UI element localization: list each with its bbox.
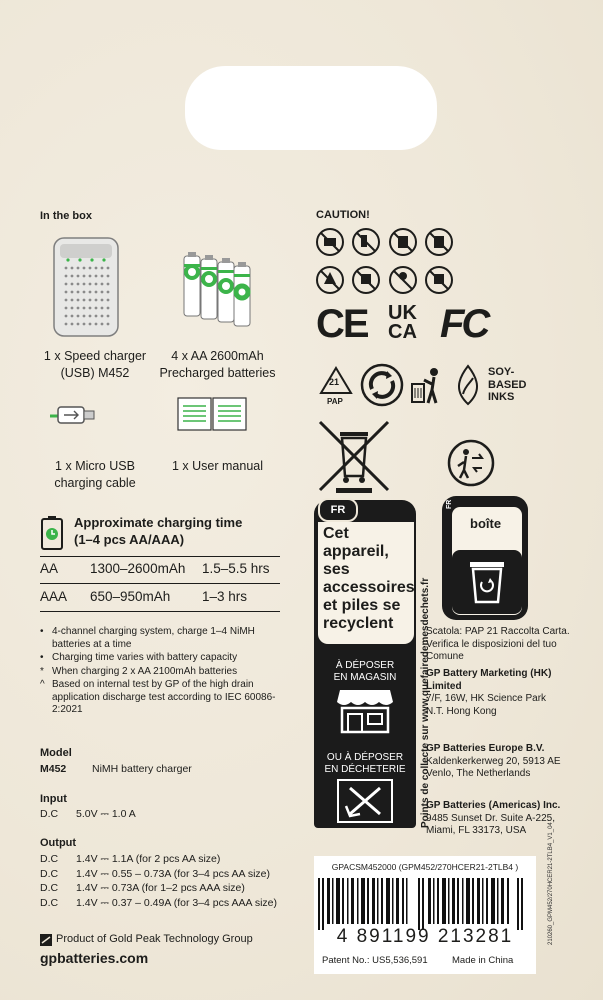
usb-cable-icon <box>48 400 100 430</box>
product-of-text: Product of Gold Peak Technology Group <box>56 933 253 945</box>
gp-mark-icon <box>40 934 52 946</box>
output-value: 1.4V ⎓ 0.55 – 0.73A (for 3–4 pcs AA size) <box>76 867 270 880</box>
soy-line2: BASED <box>488 378 527 391</box>
list-item <box>40 679 290 717</box>
table-rule <box>40 556 280 557</box>
recycle-title-line: appareil, <box>323 543 389 560</box>
model-desc: NiMH battery charger <box>92 763 192 775</box>
item-charger-line1: 1 x Speed charger <box>43 349 147 363</box>
soy-line1: SOY- <box>488 366 515 378</box>
row-capacity: 1300–2600mAh <box>90 561 186 576</box>
charging-title-line1: Approximate charging time <box>74 515 243 530</box>
soy-leaf-icon <box>453 364 483 406</box>
battery-timer-icon <box>38 515 66 551</box>
recycle-title-line: et piles se <box>323 597 401 614</box>
recycle-title-line: ses <box>323 561 350 578</box>
item-manual-caption <box>150 458 285 475</box>
address-line: 7/F, 16W, HK Science Park <box>426 693 547 704</box>
batteries-icon <box>182 250 254 332</box>
item-batteries-line2: Precharged batteries <box>159 366 276 380</box>
address-line: Kaldenkerkerweg 20, 5913 AE <box>426 755 561 767</box>
shop-icon <box>336 688 394 734</box>
crossed-bin-icon <box>316 418 392 494</box>
address-hk <box>426 668 576 718</box>
fr-mini: FR <box>446 499 453 509</box>
model-row <box>40 763 192 776</box>
address-eu <box>426 743 576 781</box>
row-type: AA <box>40 561 59 576</box>
website-text[interactable]: gpbatteries.com <box>40 950 149 966</box>
side-code: 210260_GPM452/270HCER21-2TLB4_V1_04 <box>548 822 554 945</box>
caution-heading: CAUTION! <box>316 209 370 221</box>
row-capacity: 650–950mAh <box>90 589 171 604</box>
model-code: M452 <box>40 763 67 775</box>
table-row <box>40 561 300 576</box>
deposer-decheterie <box>314 752 416 776</box>
list-item <box>40 652 290 665</box>
ukca-mark <box>388 304 417 342</box>
item-manual-line1: 1 x User manual <box>171 459 263 473</box>
triman-icon <box>446 438 496 488</box>
collecte-vertical-text: Points de collecte sur www.quefairedemesdechets.fr <box>420 577 431 828</box>
recycle-title-line: recyclent <box>323 615 394 632</box>
address-line: 9485 Sunset Dr. Suite A-225, <box>426 812 555 824</box>
pap-label: PAP <box>327 397 343 406</box>
recycle-title-line: Cet <box>323 525 349 542</box>
soy-based-inks <box>488 366 527 404</box>
caution-icons <box>315 226 460 298</box>
barcode-bars <box>318 878 523 930</box>
address-line: Miami, FL 33173, USA <box>426 825 527 836</box>
user-manual-icon <box>176 396 248 434</box>
fcc-mark: FC <box>440 302 488 346</box>
row-time: 1.5–5.5 hrs <box>202 561 270 576</box>
list-item <box>40 852 277 867</box>
list-item <box>40 626 290 651</box>
bullet: ^ <box>40 679 45 690</box>
input-row <box>40 808 136 821</box>
item-cable-line2: charging cable <box>54 476 136 490</box>
charging-title-line2: (1–4 pcs AA/AAA) <box>74 532 185 547</box>
soy-line3: INKS <box>488 391 515 403</box>
fr-badge: FR <box>318 498 358 522</box>
charger-icon <box>50 232 122 340</box>
item-batteries-caption <box>150 348 285 382</box>
recycle-title <box>323 525 415 633</box>
output-dc: D.C <box>40 853 59 865</box>
item-batteries-line1: 4 x AA 2600mAh <box>171 349 264 363</box>
note-text: Charging time varies with battery capacity <box>52 652 238 663</box>
list-item <box>40 896 277 911</box>
address-line: Venlo, The Netherlands <box>426 768 531 779</box>
charging-time-title <box>74 514 242 548</box>
deposer-line2: EN MAGASIN <box>333 672 397 683</box>
made-in-text: Made in China <box>452 955 514 966</box>
deposer-line1: À DÉPOSER <box>335 660 395 671</box>
item-cable-line1: 1 x Micro USB <box>55 459 135 473</box>
bullet: • <box>40 626 44 637</box>
output-dc: D.C <box>40 867 59 880</box>
note-text: 4-channel charging system, charge 1–4 NiMH batteries at a time <box>52 626 255 650</box>
note-text: When charging 2 x AA 2100mAh batteries <box>52 665 238 677</box>
table-rule <box>40 611 280 612</box>
pap-number: 21 <box>329 377 340 387</box>
ou-line1: OU À DÉPOSER <box>326 752 404 763</box>
item-charger-caption <box>30 348 160 382</box>
input-value: 5.0V ⎓ 1.0 A <box>76 808 136 820</box>
scatola-text: Scatola: PAP 21 Raccolta Carta. Verifica le disposizioni del tuo Comune <box>426 626 570 662</box>
item-cable-caption <box>30 458 160 492</box>
patent-text: Patent No.: US5,536,591 <box>322 955 428 966</box>
table-rule <box>40 583 280 584</box>
list-item <box>40 867 277 882</box>
row-type: AAA <box>40 589 68 604</box>
ou-line2: EN DÉCHETERIE <box>324 764 406 775</box>
output-label: Output <box>40 837 77 849</box>
recycle-circle-icon <box>360 363 404 407</box>
deposit-arrow-icon <box>336 778 394 824</box>
output-dc: D.C <box>40 896 59 909</box>
in-the-box-heading: In the box <box>40 210 92 222</box>
output-value: 1.4V ⎓ 0.37 – 0.49A (for 3–4 pcs AAA size) <box>76 896 277 909</box>
output-dc: D.C <box>40 882 59 894</box>
address-line: N.T. Hong Kong <box>426 705 497 717</box>
ukca-line2: CA <box>388 321 417 343</box>
note-text: Based on internal test by GP of the high drain application discharge test according to IEC 60086-2:2021 <box>52 679 276 715</box>
list-item <box>40 881 277 896</box>
address-name: GP Batteries Europe B.V. <box>426 743 545 754</box>
model-label: Model <box>40 747 72 759</box>
table-row <box>40 589 300 604</box>
address-name: GP Battery Marketing (HK) Limited <box>426 668 552 692</box>
row-time: 1–3 hrs <box>202 589 248 604</box>
recycle-title-line: accessoires <box>323 579 415 596</box>
notes-list <box>40 626 290 717</box>
hang-hole <box>185 66 437 150</box>
deposer-magasin <box>314 660 416 684</box>
address-name: GP Batteries (Americas) Inc. <box>426 800 561 811</box>
list-item <box>40 666 290 679</box>
output-value: 1.4V ⎓ 1.1A (for 2 pcs AA size) <box>76 853 221 865</box>
bullet: * <box>40 665 44 677</box>
bin-icon <box>452 550 522 614</box>
input-label: Input <box>40 793 67 805</box>
barcode-digits: 4 891199 213281 <box>336 926 514 947</box>
ukca-line1: UK <box>388 302 417 324</box>
output-list <box>40 852 277 910</box>
ce-mark: CE <box>316 302 368 346</box>
boite-label: boîte <box>470 516 502 531</box>
input-dc: D.C <box>40 808 59 820</box>
output-value: 1.4V ⎓ 0.73A (for 1–2 pcs AAA size) <box>76 882 245 894</box>
item-charger-line2: (USB) M452 <box>60 366 130 380</box>
barcode-top-text: GPACSM452000 (GPM452/270HCER21-2TLB4 ) <box>331 862 519 872</box>
bullet: • <box>40 652 44 663</box>
tidyman-icon <box>408 366 446 406</box>
